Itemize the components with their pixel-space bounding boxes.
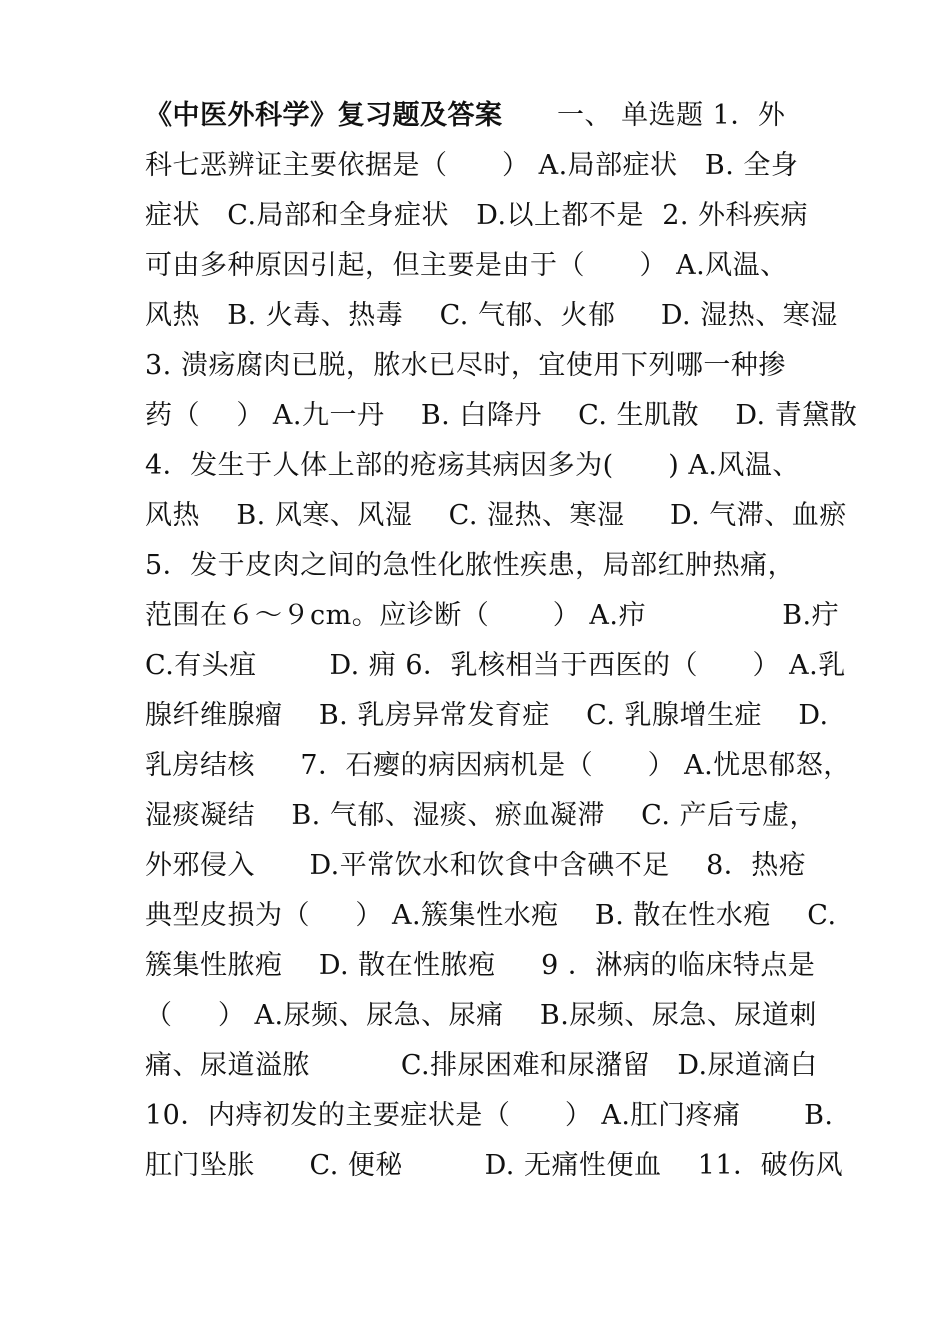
text-line-22: 肛门坠胀 C. 便秘 D. 无痛性便血 11．破伤风 bbox=[145, 1150, 844, 1181]
text-line-1-rest: 一、 单选题 1．外 bbox=[502, 100, 786, 131]
text-line-4: 可由多种原因引起，但主要是由于（ ） A.风温、 bbox=[145, 250, 788, 281]
text-line-1 bbox=[145, 99, 785, 133]
text-line-13: 腺纤维腺瘤 B. 乳房异常发育症 C. 乳腺增生症 D. bbox=[145, 700, 829, 731]
text-line-10: 5．发于皮肉之间的急性化脓性疾患，局部红肿热痛， bbox=[145, 550, 796, 581]
text-line-20: 痛、尿道溢脓 C.排尿困难和尿潴留 D.尿道滴白 bbox=[145, 1050, 818, 1081]
text-line-14: 乳房结核 7．石瘿的病因病机是（ ） A.忧思郁怒， bbox=[145, 750, 851, 781]
text-line-15: 湿痰凝结 B. 气郁、湿痰、瘀血凝滞 C. 产后亏虚， bbox=[145, 800, 818, 831]
text-line-21: 10．内痔初发的主要症状是（ ） A.肛门疼痛 B. bbox=[145, 1100, 834, 1131]
text-line-19: （ ） A.尿频、尿急、尿痛 B.尿频、尿急、尿道刺 bbox=[145, 1000, 817, 1031]
document-title: 《中医外科学》复习题及答案 bbox=[145, 100, 503, 131]
text-line-18: 簇集性脓疱 D. 散在性脓疱 9 ．淋病的临床特点是 bbox=[145, 950, 816, 981]
text-line-9: 风热 B. 风寒、风湿 C. 湿热、寒湿 D. 气滞、血瘀 bbox=[145, 500, 847, 531]
text-line-11: 范围在６～９cm。应诊断（ ） A.疖 B.疔 bbox=[145, 600, 840, 631]
text-line-12: C.有头疽 D. 痈 6．乳核相当于西医的（ ） A.乳 bbox=[145, 650, 846, 681]
text-line-5: 风热 B. 火毒、热毒 C. 气郁、火郁 D. 湿热、寒湿 bbox=[145, 300, 838, 331]
text-line-3: 症状 C.局部和全身症状 D.以上都不是 2. 外科疾病 bbox=[145, 200, 809, 231]
text-line-17: 典型皮损为（ ） A.簇集性水疱 B. 散在性水疱 C. bbox=[145, 900, 837, 931]
text-line-16: 外邪侵入 D.平常饮水和饮食中含碘不足 8．热疮 bbox=[145, 850, 807, 881]
text-line-2: 科七恶辨证主要依据是（ ） A.局部症状 B. 全身 bbox=[145, 150, 799, 181]
text-line-6: 3. 溃疡腐肉已脱，脓水已尽时，宜使用下列哪一种掺 bbox=[145, 350, 786, 381]
text-line-7: 药（ ） A.九一丹 B. 白降丹 C. 生肌散 D. 青黛散 bbox=[145, 400, 858, 431]
text-line-8: 4．发生于人体上部的疮疡其病因多为( ) A.风温、 bbox=[145, 450, 800, 481]
